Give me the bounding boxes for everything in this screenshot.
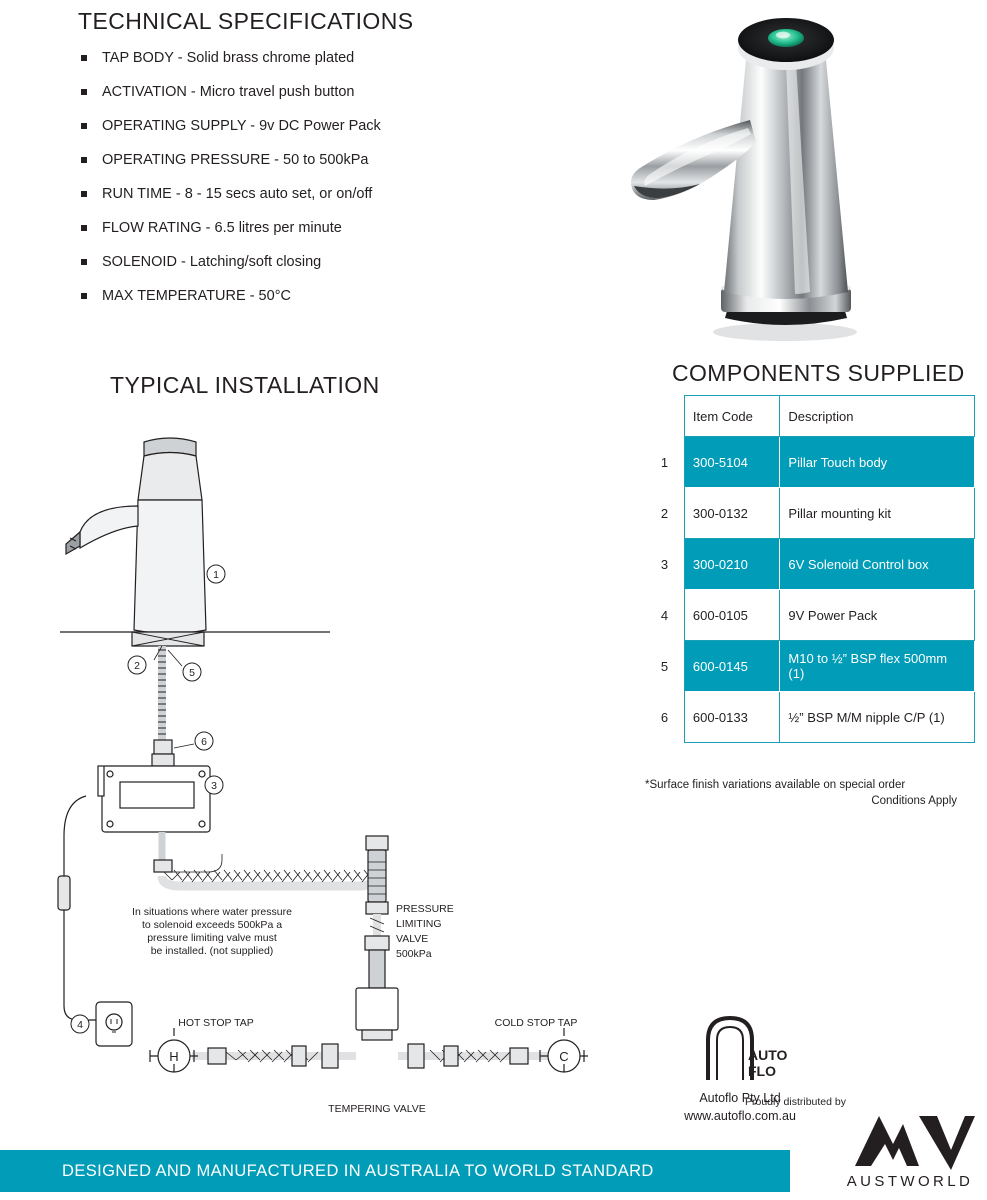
plv-label-line4: 500kPa <box>396 948 432 960</box>
header-item-code: Item Code <box>684 396 780 437</box>
row-number: 1 <box>645 437 684 488</box>
braid-hatch-a <box>164 870 382 880</box>
spec-item <box>78 253 578 273</box>
row-item-code: 600-0133 <box>684 692 780 743</box>
components-table-note <box>645 778 975 809</box>
table-header-row <box>645 396 975 437</box>
callout-2-label: 2 <box>134 660 140 672</box>
distributed-by-label: Proudly distributed by <box>745 1096 846 1108</box>
square-bullet-icon <box>81 55 87 61</box>
row-number: 3 <box>645 539 684 590</box>
spec-item <box>78 83 578 103</box>
square-bullet-icon <box>81 293 87 299</box>
row-description: Pillar Touch body <box>780 437 975 488</box>
spec-item <box>78 49 578 69</box>
row-number: 5 <box>645 641 684 692</box>
tempering-valve-body <box>356 988 398 1030</box>
row-item-code: 300-0210 <box>684 539 780 590</box>
tap-body <box>724 54 848 299</box>
hot-line-union <box>292 1046 306 1066</box>
square-bullet-icon <box>81 259 87 265</box>
cold-line-nut <box>510 1048 528 1064</box>
autoflo-arc-inner <box>717 1027 743 1080</box>
note-line-2: Conditions Apply <box>871 794 957 807</box>
row-description: 9V Power Pack <box>780 590 975 641</box>
braid-hatch-b <box>172 872 380 882</box>
tv-top-nut <box>365 936 389 950</box>
spec-item-label: SOLENOID - Latching/soft closing <box>102 254 322 271</box>
components-supplied-title: COMPONENTS SUPPLIED <box>672 360 965 386</box>
plv-top-nut <box>366 836 388 850</box>
callout-6-label: 6 <box>201 736 207 748</box>
plv-bottom-nut <box>366 902 388 914</box>
austworld-mark-a <box>855 1116 919 1166</box>
diagram-text <box>132 903 577 1115</box>
spec-item <box>78 117 578 137</box>
austworld-logo-icon <box>845 1110 975 1172</box>
spec-item-label: TAP BODY - Solid brass chrome plated <box>102 50 355 66</box>
table-row <box>645 590 975 641</box>
header-num <box>645 396 684 437</box>
row-description: Pillar mounting kit <box>780 488 975 539</box>
row-item-code: 300-0132 <box>684 488 780 539</box>
tempering-valve-base <box>362 1030 392 1040</box>
austworld-mark-w <box>919 1116 975 1170</box>
footer-banner <box>0 1150 790 1192</box>
power-pack-socket <box>106 1014 122 1030</box>
note-line-1: *Surface finish variations available on special order <box>645 779 906 791</box>
diagram-tap-shoulder <box>138 453 202 501</box>
cable-plug <box>58 876 70 910</box>
square-bullet-icon <box>81 89 87 95</box>
technical-specifications-list <box>78 49 578 307</box>
control-box-panel <box>120 782 194 808</box>
hot-valve-inlet <box>322 1044 338 1068</box>
footer-text: DESIGNED AND MANUFACTURED IN AUSTRALIA TO WORLD STANDARD <box>62 1161 654 1180</box>
diagram-tap-body <box>134 500 206 634</box>
square-bullet-icon <box>81 225 87 231</box>
table-row <box>645 539 975 590</box>
square-bullet-icon <box>81 157 87 163</box>
square-bullet-icon <box>81 191 87 197</box>
autoflo-brand-block <box>650 1010 830 1125</box>
row-item-code: 300-5104 <box>684 437 780 488</box>
pressure-note-line2: to solenoid exceeds 500kPa a <box>141 919 283 931</box>
typical-installation-diagram <box>40 410 660 1130</box>
control-box-screw <box>199 821 205 827</box>
plv-label-line2: LIMITING <box>396 918 442 930</box>
plv-label-line1: PRESSURE <box>396 903 454 915</box>
callout-5-label: 5 <box>189 667 195 679</box>
plv-label-line3: VALVE <box>396 933 429 945</box>
cold-valve-inlet <box>408 1044 424 1068</box>
nipple-fitting <box>154 740 172 754</box>
spec-item <box>78 185 578 205</box>
cold-line-union <box>444 1046 458 1066</box>
outlet-nut <box>154 860 172 872</box>
spec-item-label: MAX TEMPERATURE - 50°C <box>102 288 291 305</box>
square-bullet-icon <box>81 123 87 129</box>
spec-item-label: ACTIVATION - Micro travel push button <box>102 84 355 101</box>
hot-stop-tap-label: HOT STOP TAP <box>178 1017 254 1029</box>
spec-item <box>78 151 578 171</box>
row-description: M10 to ½” BSP flex 500mm (1) <box>780 641 975 692</box>
spec-item-label: OPERATING SUPPLY - 9v DC Power Pack <box>102 118 381 135</box>
autoflo-company-name: Autoflo Pty Ltd <box>699 1091 781 1106</box>
button-glint <box>776 32 790 39</box>
autoflo-website[interactable]: www.autoflo.com.au <box>684 1109 796 1124</box>
row-number: 4 <box>645 590 684 641</box>
technical-specifications-title: TECHNICAL SPECIFICATIONS <box>78 8 414 34</box>
product-shadow <box>713 323 857 341</box>
row-item-code: 600-0105 <box>684 590 780 641</box>
table-row <box>645 641 975 692</box>
autoflo-logo-top-text: AUTO <box>748 1047 788 1063</box>
autoflo-logo-bottom-text: FLO <box>748 1063 776 1079</box>
row-item-code: 600-0145 <box>684 641 780 692</box>
pressure-note-line4: be installed. (not supplied) <box>150 945 274 957</box>
power-cable <box>64 910 96 1020</box>
hot-line-nut <box>208 1048 226 1064</box>
spec-item <box>78 219 578 239</box>
braid-guide <box>172 854 222 872</box>
pressure-note-line3: pressure limiting valve must <box>147 932 277 944</box>
cold-tap-symbol: C <box>559 1049 569 1064</box>
table-row <box>645 488 975 539</box>
diagram-spout-tip <box>66 532 80 554</box>
autoflo-logo-icon <box>690 1010 790 1082</box>
callout-4-label: 4 <box>77 1019 83 1031</box>
hot-tap-symbol: H <box>169 1049 179 1064</box>
austworld-brand-block <box>840 1110 980 1190</box>
pressure-note-line1: In situations where water pressure <box>132 906 292 918</box>
nipple-nut <box>152 754 174 766</box>
callout-6-leader <box>174 744 194 748</box>
technical-specifications-section <box>78 8 578 322</box>
callout-5-leader <box>168 650 182 666</box>
callout-1-label: 1 <box>213 569 219 581</box>
solenoid-cable <box>64 796 86 880</box>
spec-item-label: RUN TIME - 8 - 15 secs auto set, or on/off <box>102 186 373 203</box>
callout-3-label: 3 <box>211 780 217 792</box>
product-photo-pillar-touch-tap <box>600 0 950 345</box>
header-description: Description <box>780 396 975 437</box>
control-box-inlet <box>98 766 104 796</box>
tempering-valve-label: TEMPERING VALVE <box>328 1103 426 1115</box>
row-description: 6V Solenoid Control box <box>780 539 975 590</box>
spec-item-label: OPERATING PRESSURE - 50 to 500kPa <box>102 152 369 169</box>
table-row <box>645 437 975 488</box>
austworld-wordmark: AUSTWORLD <box>846 1173 974 1190</box>
spec-item-label: FLOW RATING - 6.5 litres per minute <box>102 220 342 237</box>
diagram-tap-spout <box>80 506 138 548</box>
row-description: ½” BSP M/M nipple C/P (1) <box>780 692 975 743</box>
control-box-screw <box>107 771 113 777</box>
table-row <box>645 692 975 743</box>
row-number: 2 <box>645 488 684 539</box>
tv-riser <box>369 950 385 988</box>
cold-stop-tap-label: COLD STOP TAP <box>494 1017 578 1029</box>
control-box-screw <box>107 821 113 827</box>
typical-installation-title: TYPICAL INSTALLATION <box>110 372 380 398</box>
row-number: 6 <box>645 692 684 743</box>
control-box-screw <box>199 771 205 777</box>
components-supplied-table <box>645 395 975 743</box>
spec-item <box>78 287 578 307</box>
